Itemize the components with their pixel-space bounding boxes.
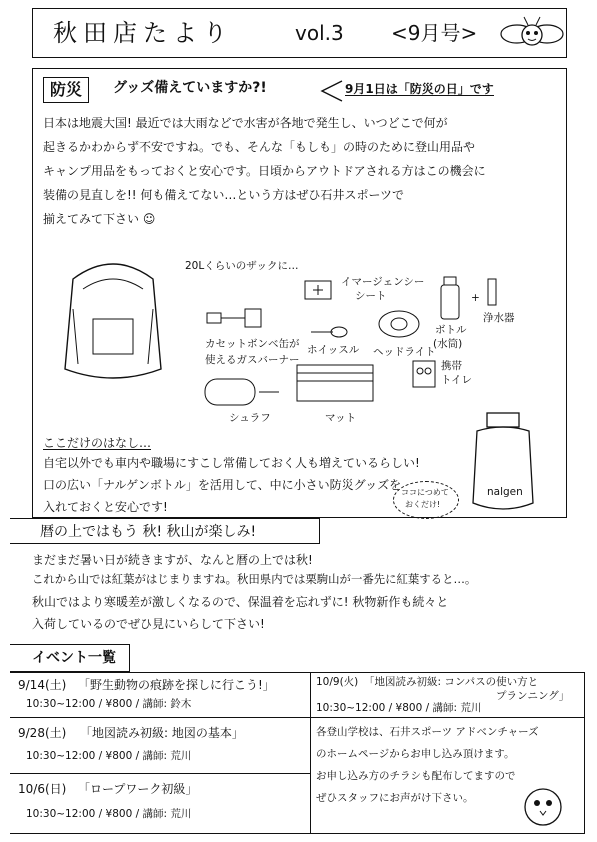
school-note-4: ぜひスタッフにお声がけ下さい。 <box>316 792 474 804</box>
bottle-brand-label: nalgen <box>487 486 523 498</box>
headlamp-icon <box>377 307 421 341</box>
event-2-title: 「地図読み初級: 地図の基本」 <box>80 726 244 740</box>
emergency-sheet-icon <box>303 279 333 301</box>
event-4-title-2: プランニング」 <box>496 690 570 702</box>
sleeping-bag-icon <box>203 375 283 409</box>
events-heading: イベント一覧 <box>32 650 116 666</box>
emergency-sheet-label-1: イマージェンシー <box>341 276 425 288</box>
bottle-icon <box>439 275 461 321</box>
sleeping-bag-label: シュラフ <box>229 412 271 424</box>
secret-line-3: 入れておくと安心です! <box>43 500 168 514</box>
callout-arrow-icon <box>318 77 346 105</box>
body-line-1: 日本は地震大国! 最近では大雨などで水害が各地で発生し、いつどこで何が <box>43 116 448 130</box>
nalgene-bottle-icon <box>463 411 543 515</box>
bottle-label-2: (水筒) <box>433 338 463 350</box>
event-1-date: 9/14(土) <box>18 678 67 692</box>
events-grid <box>10 672 585 834</box>
school-note-1: 各登山学校は、石井スポーツ アドベンチャーズ <box>316 726 539 738</box>
event-1-detail: 10:30~12:00 / ¥800 / 講師: 鈴木 <box>26 698 192 710</box>
pack-note: 20Lくらいのザックに… <box>185 260 299 272</box>
emergency-sheet-label-2: シート <box>355 290 387 302</box>
event-3-detail: 10:30~12:00 / ¥800 / 講師: 荒川 <box>26 808 192 820</box>
school-note-2: のホームページからお申し込み頂けます。 <box>316 748 515 760</box>
bousai-section <box>32 68 567 518</box>
bee-mascot-icon <box>499 13 565 55</box>
toilet-label-2: トイレ <box>441 374 472 386</box>
event-2-detail: 10:30~12:00 / ¥800 / 講師: 荒川 <box>26 750 192 762</box>
autumn-line-4: 入荷しているのでぜひ見にいらして下さい! <box>32 617 265 631</box>
issue-label: <9月号> <box>391 21 478 45</box>
stove-label-2: 使えるガスバーナー <box>205 354 300 366</box>
autumn-line-2: これから山では紅葉がはじまりますね。秋田県内では栗駒山が一番先に紅葉すると…。 <box>32 572 477 586</box>
event-4-detail: 10:30~12:00 / ¥800 / 講師: 荒川 <box>316 702 482 714</box>
gas-stove-icon <box>205 305 265 333</box>
autumn-line-3: 秋山ではより寒暖差が激しくなるので、保温着を忘れずに! 秋物新作も続々と <box>32 595 449 609</box>
mat-icon <box>295 359 379 405</box>
autumn-line-1: まだまだ暑い日が続きますが、なんと暦の上では秋! <box>32 553 313 567</box>
event-4-title: 「地図読み初級: コンパスの使い方と <box>364 676 539 688</box>
autumn-heading: 暦の上ではもう 秋! 秋山が楽しみ! <box>40 524 257 540</box>
event-3-title: 「ロープワーク初級」 <box>78 782 198 796</box>
event-2-date: 9/28(土) <box>18 726 67 740</box>
bubble-line-2: おくだけ! <box>405 500 441 509</box>
body-line-2: 起きるかわからず不安ですね。でも、そんな「もしも」の時のために登山用品や <box>43 140 476 154</box>
body-line-3: キャンプ用品をもっておくと安心です。日頃からアウトドアされる方はこの機会に <box>43 164 486 178</box>
bottle-label-1: ボトル <box>435 324 467 336</box>
event-1-title: 「野生動物の痕跡を探しに行こう!」 <box>78 678 275 692</box>
secret-line-1: 自宅以外でも車内や職場にすこし常備しておく人も増えているらしい! <box>43 456 420 470</box>
headlamp-label: ヘッドライト <box>373 346 436 358</box>
bubble-line-1: ココにつめて <box>401 488 449 497</box>
mat-label: マット <box>325 412 357 424</box>
whistle-label: ホイッスル <box>307 344 360 356</box>
volume-label: vol.3 <box>295 21 344 45</box>
secret-line-2: 口の広い「ナルゲンボトル」を活用して、中に小さい防災グッズを <box>43 478 402 492</box>
autumn-heading-box <box>10 518 320 544</box>
portable-toilet-icon <box>411 359 437 389</box>
events-heading-box <box>10 644 130 672</box>
secret-heading: ここだけのはなし… <box>43 436 152 450</box>
newsletter-page <box>10 8 585 834</box>
purifier-label: 浄水器 <box>483 312 515 324</box>
school-note-3: お申し込み方のチラシも配布してますので <box>316 770 516 782</box>
event-4-date: 10/9(火) <box>316 676 359 688</box>
body-line-4: 装備の見直しを!! 何も備えてない…という方はぜひ石井スポーツで <box>43 188 404 202</box>
bousai-headline: グッズ備えていますか?! <box>113 80 267 96</box>
bousai-badge: 防災 <box>43 77 89 103</box>
toilet-label-1: 携帯 <box>441 360 462 372</box>
penguin-mascot-icon <box>518 781 568 831</box>
whistle-icon <box>309 323 349 341</box>
header-box <box>32 8 567 58</box>
event-3-date: 10/6(日) <box>18 782 67 796</box>
newsletter-title: 秋田店たより <box>53 19 233 47</box>
stove-label-1: カセットボンベ缶が <box>205 338 300 350</box>
bousai-day-callout: 9月1日は「防災の日」です <box>345 82 494 96</box>
plus-sign: + <box>471 292 480 304</box>
body-line-5: 揃えてみて下さい ☺ <box>43 212 156 226</box>
backpack-icon <box>53 249 173 389</box>
water-filter-icon <box>485 277 499 307</box>
